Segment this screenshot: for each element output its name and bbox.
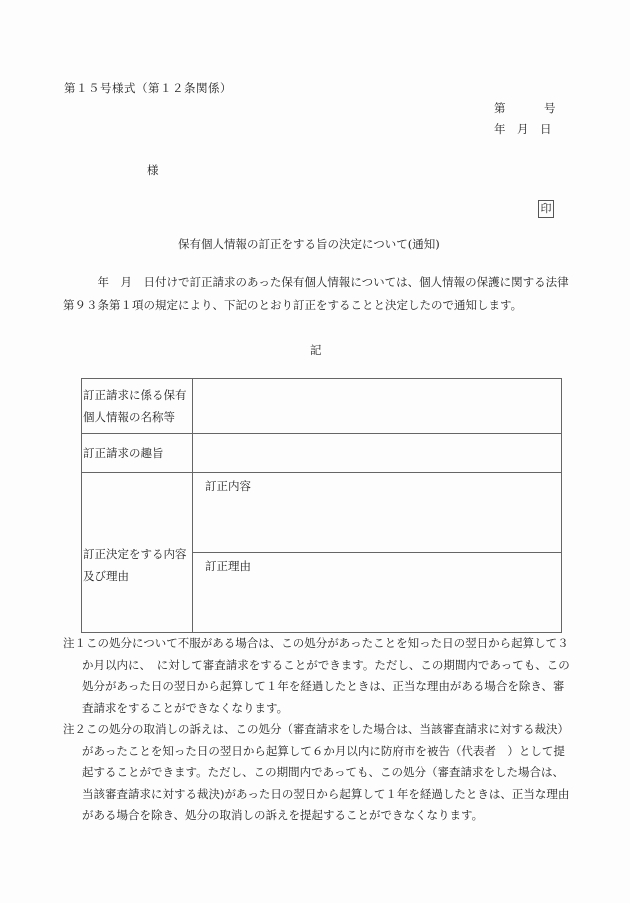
addressee: 様 — [147, 163, 159, 177]
form-id: 第１５号様式（第１２条関係） — [64, 81, 232, 95]
table-row — [82, 434, 562, 473]
reason-cell: 訂正理由 — [193, 553, 562, 633]
document-title: 保有個人情報の訂正をする旨の決定について(通知) — [178, 237, 440, 251]
row-label-info-name: 訂正請求に係る保有個人情報の名称等 — [82, 379, 193, 434]
table-row — [82, 473, 562, 553]
note-1: 注１この処分について不服がある場合は、この処分があったことを知った日の翌日から起算して３か月以内に、 に対して審査請求をすることができます。ただし、この期間内であっても、この処分があった日の翌日から起算して１年を経過したときは、正当な理由がある場合を除き、審査請求をすることができなくなります。 — [63, 636, 570, 715]
date-year: 年 — [494, 122, 506, 136]
content-cell: 訂正内容 — [193, 473, 562, 553]
note-2: 注２この処分の取消しの訴えは、この処分（審査請求をした場合は、当該審査請求に対する裁決）があったことを知った日の翌日から起算して６か月以内に防府市を被告（代表者 ）として提起することができます。ただし、この期間内であっても、この処分（審査請求をした場合は、当該審査請求に対する裁決)があった日の翌日から起算して１年を経過したときは、正当な理由がある場合を除き、処分の取消しの訴えを提起することができなくなります。 — [63, 722, 570, 822]
row-label-decision: 訂正決定をする内容及び理由 — [82, 473, 193, 633]
notes — [63, 633, 573, 827]
document-number-prefix: 第 — [494, 101, 506, 115]
ki-heading: 記 — [310, 343, 322, 357]
table-row — [82, 379, 562, 434]
document-number — [494, 100, 556, 116]
document-number-suffix: 号 — [544, 101, 556, 115]
decision-table — [81, 378, 562, 633]
body-text: 年 月 日付けで訂正請求のあった保有個人情報については、個人情報の保護に関する法律第９３条第１項の規定により、下記のとおり訂正をすることと決定したので通知します。 — [63, 275, 569, 312]
date-month: 月 — [517, 122, 529, 136]
document-date — [494, 121, 563, 137]
purpose-cell — [193, 434, 562, 473]
row-label-purpose: 訂正請求の趣旨 — [82, 434, 193, 473]
seal-stamp: 印 — [538, 200, 554, 218]
date-day: 日 — [540, 122, 552, 136]
info-name-cell — [193, 379, 562, 434]
